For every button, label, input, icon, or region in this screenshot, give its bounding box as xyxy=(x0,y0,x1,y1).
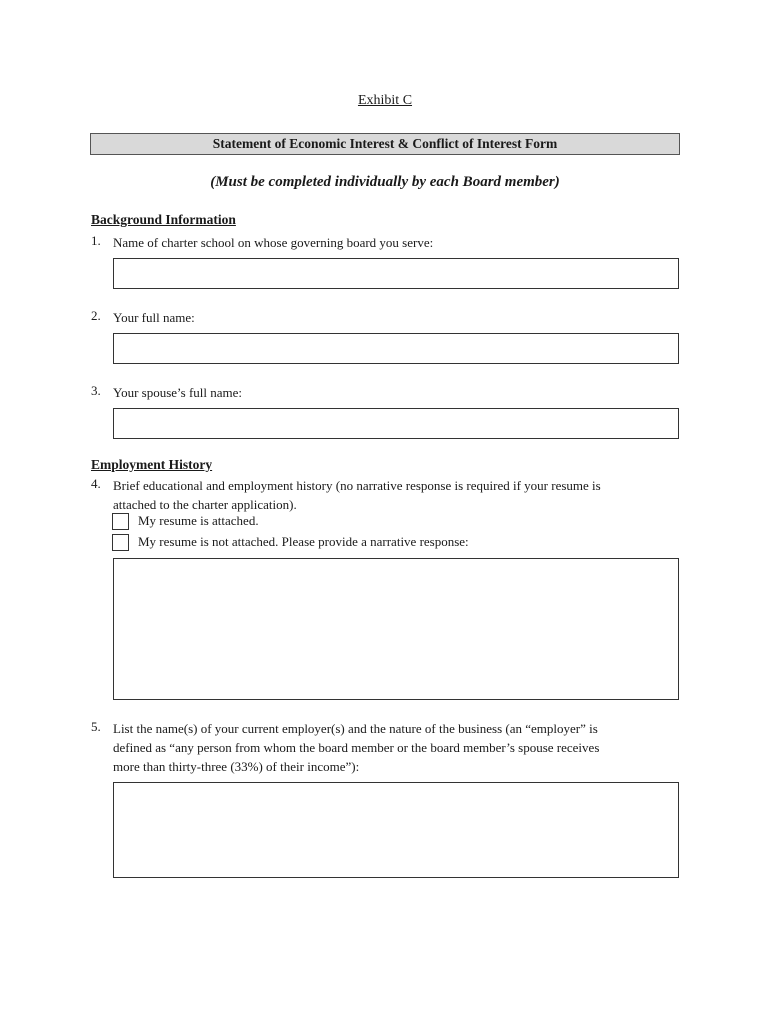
resume-attached-label: My resume is attached. xyxy=(138,513,259,528)
resume-attached-checkbox[interactable] xyxy=(112,513,129,530)
form-title-bar xyxy=(90,133,680,155)
q5-number: 5. xyxy=(91,719,101,734)
resume-not-attached-checkbox[interactable] xyxy=(112,534,129,551)
employment-heading: Employment History xyxy=(91,457,213,472)
q3-text: Your spouse’s full name: xyxy=(113,385,243,400)
q4-text-line2: attached to the charter application). xyxy=(113,497,297,512)
background-heading: Background Information xyxy=(91,212,236,227)
resume-not-attached-label: My resume is not attached. Please provide a narrative response: xyxy=(138,534,469,549)
employer-field[interactable] xyxy=(113,782,679,878)
spouse-name-field[interactable] xyxy=(113,408,679,439)
q1-number: 1. xyxy=(91,233,101,248)
q5-text-line3: more than thirty-three (33%) of their income”): xyxy=(113,759,360,774)
q4-number: 4. xyxy=(91,476,101,491)
exhibit-label: Exhibit C xyxy=(357,93,413,108)
q1-text: Name of charter school on whose governing board you serve: xyxy=(113,235,434,250)
q4-text-line1: Brief educational and employment history (no narrative response is required if your resume is xyxy=(113,478,601,493)
form-subtitle: (Must be completed individually by each Board member) xyxy=(210,174,560,190)
q5-text-line1: List the name(s) of your current employer(s) and the nature of the business (an “employer” is xyxy=(113,721,598,736)
q5-text-line2: defined as “any person from whom the board member or the board member’s spouse receives xyxy=(113,740,600,755)
q3-number: 3. xyxy=(91,383,101,398)
q2-text: Your full name: xyxy=(113,310,195,325)
school-name-field[interactable] xyxy=(113,258,679,289)
full-name-field[interactable] xyxy=(113,333,679,364)
q2-number: 2. xyxy=(91,308,101,323)
narrative-response-field[interactable] xyxy=(113,558,679,700)
form-title: Statement of Economic Interest & Conflict of Interest Form xyxy=(212,136,558,151)
